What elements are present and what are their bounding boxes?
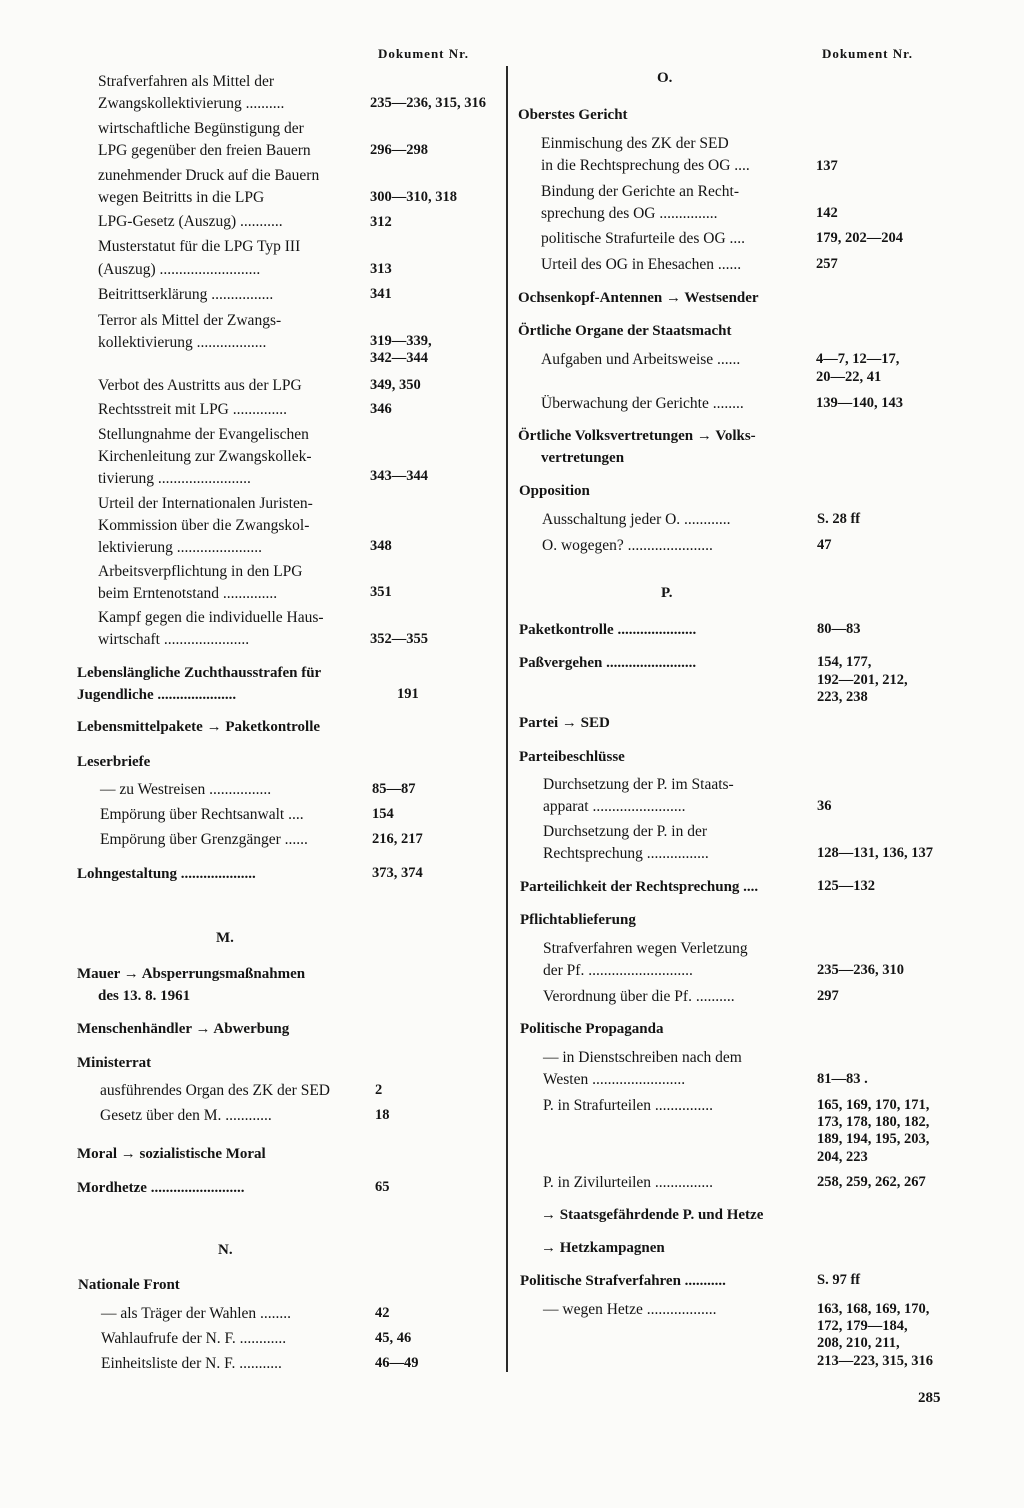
index-reference-numbers: 235—236, 310 xyxy=(817,962,904,978)
index-reference-numbers: 173, 178, 180, 182, xyxy=(817,1114,930,1130)
index-sub-entry: — in Dienstschreiben nach dem xyxy=(543,1049,742,1066)
index-reference-numbers: 128—131, 136, 137 xyxy=(817,845,933,861)
index-reference-numbers: 349, 350 xyxy=(370,377,421,393)
index-main-entry: Parteibeschlüsse xyxy=(519,749,625,765)
index-main-entry: Ochsenkopf-Antennen → Westsender xyxy=(518,290,759,306)
index-reference-numbers: 137 xyxy=(816,158,838,174)
index-sub-entry: Wahlaufrufe der N. F. ............ xyxy=(101,1330,287,1347)
index-reference-numbers: 319—339, xyxy=(370,333,432,349)
index-main-entry: Ministerrat xyxy=(77,1055,152,1071)
index-reference-numbers: 296—298 xyxy=(370,142,428,158)
index-main-entry: → Staatsgefährdende P. und Hetze xyxy=(541,1207,764,1223)
index-sub-entry: wirtschaftliche Begünstigung der xyxy=(98,120,304,137)
index-sub-entry: in die Rechtsprechung des OG .... xyxy=(541,157,750,174)
index-sub-entry: Rechtsprechung ................ xyxy=(543,845,709,862)
index-main-entry: Örtliche Volksvertretungen → Volks- xyxy=(518,428,756,444)
section-letter: M. xyxy=(216,930,234,946)
index-reference-numbers: 45, 46 xyxy=(375,1330,412,1346)
index-sub-entry: wegen Beitritts in die LPG xyxy=(98,189,265,206)
index-sub-entry: beim Erntenotstand .............. xyxy=(98,585,278,602)
index-main-entry: Mordhetze ......................... xyxy=(77,1180,245,1196)
index-sub-entry: (Auszug) .......................... xyxy=(98,261,261,278)
index-sub-entry: Rechtsstreit mit LPG .............. xyxy=(98,401,288,418)
index-reference-numbers: 125—132 xyxy=(817,878,875,894)
index-main-entry: Nationale Front xyxy=(78,1277,180,1293)
index-reference-numbers: 163, 168, 169, 170, xyxy=(817,1301,930,1317)
index-sub-entry: zunehmender Druck auf die Bauern xyxy=(98,167,320,184)
index-sub-entry: Gesetz über den M. ............ xyxy=(100,1107,272,1124)
index-sub-entry: wirtschaft ...................... xyxy=(98,631,250,648)
index-reference-numbers: 351 xyxy=(370,584,392,600)
index-sub-entry: Zwangskollektivierung .......... xyxy=(98,95,285,112)
index-reference-numbers: 47 xyxy=(817,537,832,553)
index-sub-entry: P. in Zivilurteilen ............... xyxy=(543,1174,714,1191)
index-sub-entry: lektivierung ...................... xyxy=(98,539,263,556)
index-reference-numbers: 139—140, 143 xyxy=(816,395,903,411)
index-sub-entry: Durchsetzung der P. im Staats- xyxy=(543,776,734,793)
section-letter: O. xyxy=(657,70,673,86)
index-sub-entry: Verordnung über die Pf. .......... xyxy=(543,988,735,1005)
index-main-entry: Lohngestaltung .................... xyxy=(77,866,256,882)
index-reference-numbers: 179, 202—204 xyxy=(816,230,903,246)
section-letter: P. xyxy=(661,585,673,601)
index-sub-entry: Aufgaben und Arbeitsweise ...... xyxy=(541,351,741,368)
index-reference-numbers: 313 xyxy=(370,261,392,277)
index-sub-entry: — zu Westreisen ................ xyxy=(100,781,272,798)
index-reference-numbers: 80—83 xyxy=(817,621,861,637)
index-reference-numbers: 352—355 xyxy=(370,631,428,647)
index-sub-entry: Einmischung des ZK der SED xyxy=(541,135,729,152)
index-reference-numbers: 297 xyxy=(817,988,839,1004)
index-reference-numbers: 142 xyxy=(816,205,838,221)
index-reference-numbers: 235—236, 315, 316 xyxy=(370,95,486,111)
index-sub-entry: Westen ........................ xyxy=(543,1071,686,1088)
section-letter: N. xyxy=(218,1242,233,1258)
index-main-entry: Parteilichkeit der Rechtsprechung .... xyxy=(520,879,759,895)
index-reference-numbers: 172, 179—184, xyxy=(817,1318,908,1334)
page-number: 285 xyxy=(918,1390,941,1406)
index-reference-numbers: 81—83 . xyxy=(817,1071,868,1087)
index-reference-numbers: 191 xyxy=(397,686,419,702)
index-sub-entry: Empörung über Rechtsanwalt .... xyxy=(100,806,304,823)
index-sub-entry: Musterstatut für die LPG Typ III xyxy=(98,238,301,255)
index-main-entry: Örtliche Organe der Staatsmacht xyxy=(518,323,732,339)
index-reference-numbers: 213—223, 315, 316 xyxy=(817,1353,933,1369)
index-reference-numbers: 341 xyxy=(370,286,392,302)
index-reference-numbers: 346 xyxy=(370,401,392,417)
index-reference-numbers: 300—310, 318 xyxy=(370,189,457,205)
index-main-entry: Moral → sozialistische Moral xyxy=(77,1146,266,1162)
index-reference-numbers: 65 xyxy=(375,1179,390,1195)
index-reference-numbers: 46—49 xyxy=(375,1355,419,1371)
index-sub-entry: Urteil der Internationalen Juristen- xyxy=(98,495,313,512)
index-reference-numbers: S. 97 ff xyxy=(817,1272,861,1288)
index-main-entry: Opposition xyxy=(519,483,590,499)
index-reference-numbers: 4—7, 12—17, xyxy=(816,351,900,367)
index-sub-entry: Stellungnahme der Evangelischen xyxy=(98,426,309,443)
index-main-entry: Menschenhändler → Abwerbung xyxy=(77,1021,290,1037)
index-main-entry: Paßvergehen ........................ xyxy=(519,655,697,671)
index-sub-entry: Einheitsliste der N. F. ........... xyxy=(101,1355,282,1372)
index-reference-numbers: 216, 217 xyxy=(372,831,423,847)
index-sub-entry: Beitrittserklärung ................ xyxy=(98,286,274,303)
index-sub-entry: Kirchenleitung zur Zwangskollek- xyxy=(98,448,312,465)
index-main-entry: vertretungen xyxy=(541,450,625,466)
left-column-header: Dokument Nr. xyxy=(378,46,469,61)
index-sub-entry: Urteil des OG in Ehesachen ...... xyxy=(541,256,742,273)
index-main-entry: des 13. 8. 1961 xyxy=(98,988,191,1004)
right-column-header: Dokument Nr. xyxy=(822,46,913,61)
index-main-entry: Lebenslängliche Zuchthausstrafen für xyxy=(77,665,322,681)
index-reference-numbers: 343—344 xyxy=(370,468,428,484)
index-sub-entry: Strafverfahren als Mittel der xyxy=(98,73,275,90)
index-sub-entry: Durchsetzung der P. in der xyxy=(543,823,707,840)
index-sub-entry: politische Strafurteile des OG .... xyxy=(541,230,746,247)
index-main-entry: Paketkontrolle ..................... xyxy=(519,622,697,638)
column-divider xyxy=(506,66,508,1372)
index-sub-entry: Bindung der Gerichte an Recht- xyxy=(541,183,739,200)
index-reference-numbers: 208, 210, 211, xyxy=(817,1335,900,1351)
index-sub-entry: LPG-Gesetz (Auszug) ........... xyxy=(98,213,283,230)
index-sub-entry: Überwachung der Gerichte ........ xyxy=(541,395,744,412)
index-reference-numbers: 2 xyxy=(375,1082,383,1098)
index-main-entry: Oberstes Gericht xyxy=(518,107,628,123)
index-sub-entry: kollektivierung .................. xyxy=(98,334,267,351)
index-main-entry: Pflichtablieferung xyxy=(520,912,636,928)
index-reference-numbers: 373, 374 xyxy=(372,865,423,881)
index-reference-numbers: 223, 238 xyxy=(817,689,868,705)
index-reference-numbers: 85—87 xyxy=(372,781,416,797)
index-sub-entry: Terror als Mittel der Zwangs- xyxy=(98,312,282,329)
index-reference-numbers: 189, 194, 195, 203, xyxy=(817,1131,930,1147)
index-sub-entry: apparat ........................ xyxy=(543,798,686,815)
index-sub-entry: — als Träger der Wahlen ........ xyxy=(101,1305,292,1322)
index-sub-entry: P. in Strafurteilen ............... xyxy=(543,1097,714,1114)
index-sub-entry: Kampf gegen die individuelle Haus- xyxy=(98,609,324,626)
index-reference-numbers: 257 xyxy=(816,256,838,272)
index-sub-entry: Strafverfahren wegen Verletzung xyxy=(543,940,748,957)
index-sub-entry: tivierung ........................ xyxy=(98,470,251,487)
index-sub-entry: Verbot des Austritts aus der LPG xyxy=(98,377,302,394)
index-reference-numbers: 258, 259, 262, 267 xyxy=(817,1174,926,1190)
index-reference-numbers: 348 xyxy=(370,538,392,554)
index-reference-numbers: 36 xyxy=(817,798,832,814)
index-reference-numbers: S. 28 ff xyxy=(817,511,861,527)
index-sub-entry: Kommission über die Zwangskol- xyxy=(98,517,310,534)
index-main-entry: Jugendliche ..................... xyxy=(77,687,237,703)
index-reference-numbers: 342—344 xyxy=(370,350,428,366)
index-main-entry: Mauer → Absperrungsmaßnahmen xyxy=(77,966,306,982)
index-sub-entry: Ausschaltung jeder O. ............ xyxy=(542,511,731,528)
index-sub-entry: Arbeitsverpflichtung in den LPG xyxy=(98,563,303,580)
index-sub-entry: sprechung des OG ............... xyxy=(541,205,718,222)
index-sub-entry: LPG gegenüber den freien Bauern xyxy=(98,142,311,159)
index-reference-numbers: 20—22, 41 xyxy=(816,369,882,385)
index-main-entry: Partei → SED xyxy=(519,715,610,731)
index-sub-entry: Empörung über Grenzgänger ...... xyxy=(100,831,308,848)
index-sub-entry: — wegen Hetze .................. xyxy=(543,1301,717,1318)
index-main-entry: → Hetzkampagnen xyxy=(541,1240,665,1256)
index-sub-entry: O. wogegen? ...................... xyxy=(542,537,713,554)
index-reference-numbers: 204, 223 xyxy=(817,1149,868,1165)
index-main-entry: Lebensmittelpakete → Paketkontrolle xyxy=(77,719,321,735)
index-sub-entry: ausführendes Organ des ZK der SED xyxy=(100,1082,331,1099)
index-reference-numbers: 154 xyxy=(372,806,394,822)
index-reference-numbers: 312 xyxy=(370,214,392,230)
index-reference-numbers: 165, 169, 170, 171, xyxy=(817,1097,930,1113)
index-sub-entry: der Pf. ........................... xyxy=(543,962,693,979)
index-main-entry: Leserbriefe xyxy=(77,754,151,770)
index-main-entry: Politische Propaganda xyxy=(520,1021,664,1037)
index-main-entry: Politische Strafverfahren ........... xyxy=(520,1273,726,1289)
index-reference-numbers: 192—201, 212, xyxy=(817,672,908,688)
index-reference-numbers: 42 xyxy=(375,1305,390,1321)
index-reference-numbers: 18 xyxy=(375,1107,390,1123)
index-reference-numbers: 154, 177, xyxy=(817,654,872,670)
